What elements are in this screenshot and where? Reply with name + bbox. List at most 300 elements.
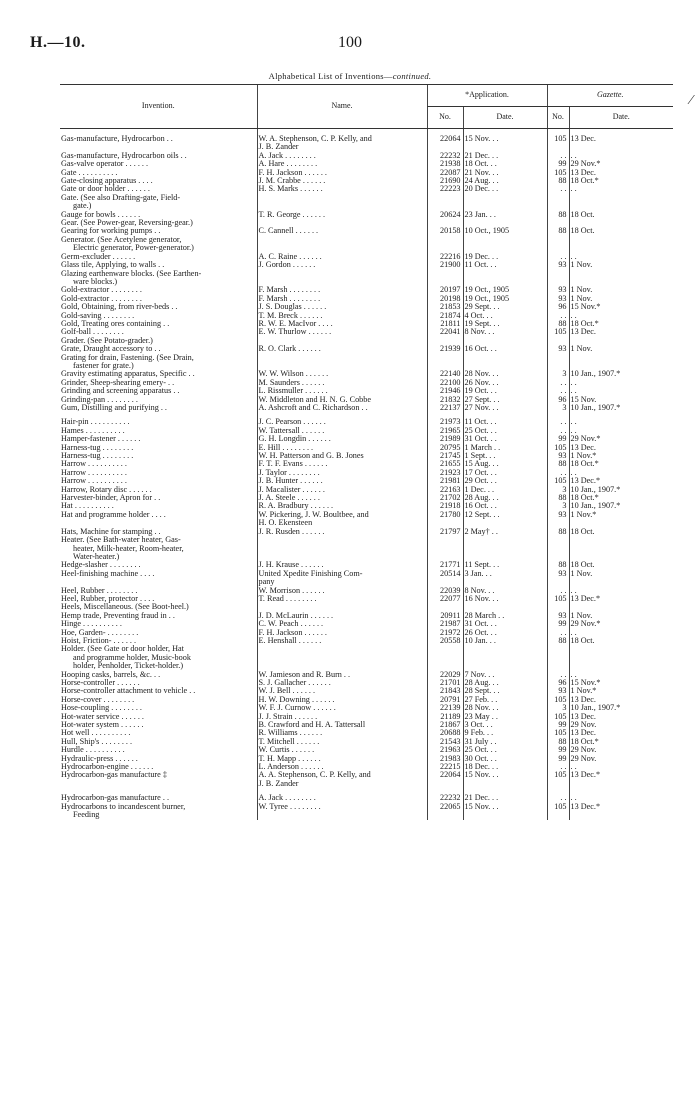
- name-cell: J. D. McLaurin . . . . . .: [257, 612, 427, 620]
- table-row: [60, 435, 673, 443]
- gazette-date-cell: 18 Oct.*: [569, 494, 673, 502]
- continuation-text: ware blocks.): [73, 277, 118, 286]
- gazette-date-cell: [569, 654, 673, 662]
- gazette-date-cell: 13 Dec.: [569, 696, 673, 704]
- gazette-no-cell: 88: [547, 494, 569, 502]
- application-date-cell: 21 Dec. . .: [463, 794, 547, 802]
- invention-cell: Hot-water system . . . . . .: [61, 721, 144, 730]
- name-cell: T. Mitchell . . . . . .: [257, 738, 427, 746]
- gazette-date-cell: [569, 603, 673, 611]
- invention-cell: Horse-controller . . . . . .: [61, 679, 140, 687]
- application-date-cell: 11 Oct. . .: [463, 261, 547, 269]
- gazette-date-cell: 13 Dec.*: [569, 477, 673, 485]
- name-cell: A. A. Stephenson, C. P. Kelly, and: [257, 771, 427, 779]
- gazette-no-cell: 96: [547, 679, 569, 687]
- name-cell: M. Saunders . . . . . .: [257, 379, 427, 387]
- gazette-date-cell: . .: [569, 253, 673, 261]
- application-no-cell: 22064: [427, 771, 463, 779]
- gazette-no-cell: 105: [547, 713, 569, 721]
- name-cell: J. J. Strain . . . . . .: [257, 713, 427, 721]
- invention-cell: Hemp trade, Preventing fraud in . .: [61, 611, 175, 620]
- gazette-date-cell: 18 Oct.*: [569, 738, 673, 746]
- application-no-cell: 21874: [427, 312, 463, 320]
- gazette-date-cell: 13 Dec.: [569, 713, 673, 721]
- table-row: [60, 803, 673, 811]
- application-no-cell: [427, 354, 463, 362]
- gazette-date-cell: [569, 236, 673, 244]
- invention-cell: Hydrocarbon-gas manufacture ‡: [61, 771, 167, 780]
- name-cell: W. F. J. Curnow . . . . . .: [257, 704, 427, 712]
- application-no-cell: 22137: [427, 404, 463, 412]
- name-cell: J. A. Steele . . . . . .: [257, 494, 427, 502]
- application-date-cell: 28 Aug. . .: [463, 494, 547, 502]
- gazette-date-cell: [569, 219, 673, 227]
- gazette-date-cell: [569, 244, 673, 252]
- application-no-cell: [427, 278, 463, 286]
- application-no-cell: 20158: [427, 227, 463, 235]
- invention-cell: Heels, Miscellaneous. (See Boot-heel.): [61, 603, 189, 612]
- application-no-cell: 21981: [427, 477, 463, 485]
- gazette-no-cell: 88: [547, 528, 569, 536]
- invention-cell: Grinder, Sheep-shearing emery- . .: [61, 378, 175, 387]
- invention-cell: Gas-valve operator . . . . . .: [61, 160, 149, 169]
- gazette-date-cell: . .: [569, 587, 673, 595]
- page-code: H.—10.: [30, 34, 86, 51]
- name-cell: W. Pickering, J. W. Boultbee, and: [257, 511, 427, 519]
- gazette-no-cell: 99: [547, 620, 569, 628]
- table-row: [60, 345, 673, 353]
- application-date-cell: 17 Oct. . .: [463, 469, 547, 477]
- table-row: [60, 320, 673, 328]
- invention-cell: Horse-controller attachment to vehicle . .: [61, 687, 196, 696]
- table-row: [60, 746, 673, 754]
- gazette-date-cell: 13 Dec.: [569, 328, 673, 336]
- table-row: [60, 328, 673, 336]
- name-cell: F. Marsh . . . . . . . .: [257, 295, 427, 303]
- gazette-date-cell: . .: [569, 629, 673, 637]
- name-cell: G. H. Longdin . . . . . .: [257, 435, 427, 443]
- application-no-cell: 20795: [427, 444, 463, 452]
- gazette-no-cell: . .: [547, 794, 569, 802]
- invention-cell: Hurdle . . . . . . . . . .: [61, 746, 125, 755]
- gazette-no-cell: 93: [547, 687, 569, 695]
- name-cell: T. R. George . . . . . .: [257, 211, 427, 219]
- continuation-text: fastener for grate.): [73, 361, 134, 370]
- invention-cell: [60, 654, 257, 662]
- table-row: [60, 729, 673, 737]
- name-cell: E. Henshall . . . . . .: [257, 637, 427, 645]
- table-body: [60, 129, 673, 820]
- gazette-no-cell: 99: [547, 160, 569, 168]
- gazette-no-cell: . .: [547, 152, 569, 160]
- gazette-no-cell: 3: [547, 404, 569, 412]
- application-no-cell: [427, 194, 463, 202]
- invention-cell: [60, 578, 257, 586]
- gazette-no-cell: [547, 219, 569, 227]
- list-subtitle-continued: continued.: [392, 71, 432, 81]
- name-cell: S. J. Gallacher . . . . . .: [257, 679, 427, 687]
- name-cell: J. Gordon . . . . . .: [257, 261, 427, 269]
- invention-cell: Gate or door holder . . . . . .: [61, 185, 150, 194]
- gazette-date-cell: [569, 354, 673, 362]
- application-date-cell: 30 Oct. . .: [463, 755, 547, 763]
- table-row: [60, 387, 673, 395]
- invention-cell: Harness-tug . . . . . . . .: [61, 452, 134, 461]
- gazette-date-cell: . .: [569, 469, 673, 477]
- application-no-cell: [427, 645, 463, 653]
- invention-cell: Grinding and screening apparatus . .: [61, 387, 180, 396]
- gazette-no-cell: 99: [547, 721, 569, 729]
- gazette-date-cell: [569, 553, 673, 561]
- gazette-no-cell: . .: [547, 387, 569, 395]
- gazette-date-cell: 10 Jan., 1907.*: [569, 370, 673, 378]
- header-gazette: Gazette.: [547, 85, 673, 107]
- invention-cell: Holder. (See Gate or door holder, Hat: [61, 645, 184, 654]
- gazette-date-cell: 18 Oct.: [569, 211, 673, 219]
- invention-cell: Hydrocarbons to incandescent burner,: [61, 802, 186, 811]
- gazette-no-cell: [547, 578, 569, 586]
- table-row: [60, 362, 673, 370]
- header-invention: Invention.: [60, 85, 257, 129]
- name-cell: H. W. Downing . . . . . .: [257, 696, 427, 704]
- table-row: [60, 721, 673, 729]
- application-date-cell: 1 March . .: [463, 444, 547, 452]
- application-date-cell: [463, 811, 547, 819]
- gazette-no-cell: 105: [547, 803, 569, 811]
- margin-mark: ⁄: [690, 93, 693, 108]
- application-date-cell: [463, 219, 547, 227]
- application-no-cell: 22140: [427, 370, 463, 378]
- application-date-cell: [463, 545, 547, 553]
- name-cell: [257, 278, 427, 286]
- application-date-cell: 15 Aug. . .: [463, 460, 547, 468]
- application-no-cell: 21900: [427, 261, 463, 269]
- application-no-cell: 21853: [427, 303, 463, 311]
- application-no-cell: [427, 811, 463, 819]
- gazette-no-cell: [547, 143, 569, 151]
- name-cell: J. B. Zander: [257, 780, 427, 788]
- table-row: [60, 671, 673, 679]
- table-row: [60, 704, 673, 712]
- invention-cell: Glazing earthenware blocks. (See Earthen-: [61, 269, 202, 278]
- gazette-date-cell: [569, 278, 673, 286]
- application-date-cell: 27 Sept. . .: [463, 396, 547, 404]
- gazette-date-cell: 1 Nov.*: [569, 511, 673, 519]
- application-no-cell: 21946: [427, 387, 463, 395]
- name-cell: L. Rissmuller . . . . . .: [257, 387, 427, 395]
- name-cell: A. Jack . . . . . . . .: [257, 152, 427, 160]
- application-no-cell: 21965: [427, 427, 463, 435]
- application-date-cell: [463, 536, 547, 544]
- application-no-cell: 21701: [427, 679, 463, 687]
- name-cell: [257, 545, 427, 553]
- invention-cell: [60, 662, 257, 670]
- table-row: [60, 502, 673, 510]
- gazette-date-cell: 1 Nov.: [569, 612, 673, 620]
- invention-cell: Grader. (See Potato-grader.): [61, 336, 153, 345]
- application-no-cell: [427, 578, 463, 586]
- name-cell: W. J. Bell . . . . . .: [257, 687, 427, 695]
- application-no-cell: [427, 270, 463, 278]
- application-date-cell: 23 May . .: [463, 713, 547, 721]
- application-date-cell: 19 Oct., 1905: [463, 286, 547, 294]
- invention-cell: Glass tile, Applying, to walls . .: [61, 261, 165, 270]
- gazette-date-cell: . .: [569, 379, 673, 387]
- name-cell: W. W. Wilson . . . . . .: [257, 370, 427, 378]
- gazette-date-cell: 15 Nov.*: [569, 303, 673, 311]
- gazette-no-cell: 93: [547, 511, 569, 519]
- gazette-date-cell: 13 Dec.: [569, 729, 673, 737]
- application-no-cell: [427, 519, 463, 527]
- gazette-no-cell: . .: [547, 427, 569, 435]
- application-date-cell: 1 Dec. . .: [463, 486, 547, 494]
- application-date-cell: [463, 194, 547, 202]
- table-row: [60, 286, 673, 294]
- application-no-cell: [427, 244, 463, 252]
- invention-cell: Germ-excluder . . . . . .: [61, 252, 136, 261]
- gazette-no-cell: [547, 278, 569, 286]
- application-date-cell: [463, 654, 547, 662]
- gazette-no-cell: . .: [547, 587, 569, 595]
- table-row: [60, 143, 673, 151]
- name-cell: T. Read . . . . . . . .: [257, 595, 427, 603]
- gazette-date-cell: [569, 545, 673, 553]
- application-no-cell: 22100: [427, 379, 463, 387]
- header-gazette-date: Date.: [569, 107, 673, 129]
- application-date-cell: 2 May† . .: [463, 528, 547, 536]
- table-row: [60, 578, 673, 586]
- table-row: [60, 553, 673, 561]
- name-cell: [257, 194, 427, 202]
- gazette-date-cell: [569, 362, 673, 370]
- gazette-date-cell: 13 Dec.: [569, 169, 673, 177]
- application-no-cell: [427, 362, 463, 370]
- invention-cell: Hose-coupling . . . . . . . .: [61, 704, 142, 713]
- application-no-cell: 20911: [427, 612, 463, 620]
- invention-cell: Gold, Obtaining, from river-beds . .: [61, 303, 178, 312]
- application-date-cell: [463, 553, 547, 561]
- gazette-no-cell: 88: [547, 637, 569, 645]
- table-row: [60, 418, 673, 426]
- invention-cell: [60, 519, 257, 527]
- table-row: [60, 202, 673, 210]
- table-row: [60, 160, 673, 168]
- continuation-text: and programme holder, Music-book: [73, 653, 191, 662]
- gazette-no-cell: [547, 194, 569, 202]
- name-cell: [257, 362, 427, 370]
- name-cell: W. Middleton and H. N. G. Cobbe: [257, 396, 427, 404]
- gazette-no-cell: 93: [547, 345, 569, 353]
- name-cell: [257, 553, 427, 561]
- application-no-cell: [427, 662, 463, 670]
- application-no-cell: 22216: [427, 253, 463, 261]
- gazette-no-cell: [547, 362, 569, 370]
- invention-cell: Golf-ball . . . . . . . .: [61, 328, 124, 337]
- invention-cell: Hoe, Garden- . . . . . . . .: [61, 628, 139, 637]
- table-row: [60, 528, 673, 536]
- application-date-cell: 29 Sept. . .: [463, 303, 547, 311]
- invention-cell: [60, 780, 257, 788]
- application-no-cell: [427, 236, 463, 244]
- application-no-cell: 20791: [427, 696, 463, 704]
- gazette-date-cell: 29 Nov.*: [569, 160, 673, 168]
- table-row: [60, 219, 673, 227]
- name-cell: [257, 654, 427, 662]
- application-date-cell: 25 Oct. . .: [463, 746, 547, 754]
- application-no-cell: 20558: [427, 637, 463, 645]
- gazette-date-cell: 18 Oct.*: [569, 320, 673, 328]
- gazette-date-cell: 1 Nov.: [569, 261, 673, 269]
- application-no-cell: 21702: [427, 494, 463, 502]
- application-date-cell: 20 Dec. . .: [463, 185, 547, 193]
- application-date-cell: 19 Oct., 1905: [463, 295, 547, 303]
- application-no-cell: 22087: [427, 169, 463, 177]
- gazette-no-cell: [547, 244, 569, 252]
- invention-cell: Hoist, Friction- . . . . . .: [61, 636, 137, 645]
- name-cell: T. M. Breck . . . . . .: [257, 312, 427, 320]
- name-cell: [257, 219, 427, 227]
- gazette-no-cell: 3: [547, 502, 569, 510]
- invention-cell: Heel, Rubber . . . . . . . .: [61, 586, 138, 595]
- gazette-date-cell: 18 Oct.: [569, 227, 673, 235]
- application-date-cell: [463, 362, 547, 370]
- invention-cell: Hooping casks, barrels, &c. . .: [61, 670, 161, 679]
- application-no-cell: 21843: [427, 687, 463, 695]
- invention-cell: Hames . . . . . . . . . .: [61, 426, 125, 435]
- application-no-cell: 22223: [427, 185, 463, 193]
- invention-cell: Hat and programme holder . . . .: [61, 510, 166, 519]
- application-date-cell: 15 Nov. . .: [463, 135, 547, 143]
- gazette-date-cell: 13 Dec.: [569, 135, 673, 143]
- application-no-cell: 22215: [427, 763, 463, 771]
- table-row: [60, 177, 673, 185]
- name-cell: [257, 603, 427, 611]
- invention-cell: Harvester-binder, Apron for . .: [61, 494, 161, 503]
- table-row: [60, 679, 673, 687]
- table-row: [60, 452, 673, 460]
- application-date-cell: 28 Nov. . .: [463, 370, 547, 378]
- table-row: [60, 755, 673, 763]
- name-cell: F. H. Jackson . . . . . .: [257, 629, 427, 637]
- invention-cell: Gauge for bowls . . . . . .: [61, 210, 141, 219]
- gazette-no-cell: [547, 519, 569, 527]
- name-cell: W. Jamieson and R. Burn . .: [257, 671, 427, 679]
- gazette-no-cell: 105: [547, 595, 569, 603]
- name-cell: C. W. Peach . . . . . .: [257, 620, 427, 628]
- table-row: [60, 536, 673, 544]
- gazette-date-cell: 1 Nov.: [569, 345, 673, 353]
- invention-cell: [60, 545, 257, 553]
- application-date-cell: [463, 244, 547, 252]
- gazette-date-cell: . .: [569, 794, 673, 802]
- application-no-cell: 21989: [427, 435, 463, 443]
- name-cell: F. T. F. Evans . . . . . .: [257, 460, 427, 468]
- gazette-no-cell: 96: [547, 303, 569, 311]
- gazette-no-cell: . .: [547, 185, 569, 193]
- gazette-date-cell: [569, 645, 673, 653]
- application-date-cell: [463, 270, 547, 278]
- application-no-cell: 22064: [427, 135, 463, 143]
- table-row: [60, 494, 673, 502]
- application-no-cell: 21811: [427, 320, 463, 328]
- gazette-no-cell: 105: [547, 729, 569, 737]
- table-row: [60, 460, 673, 468]
- application-date-cell: 9 Feb. . .: [463, 729, 547, 737]
- application-no-cell: 21918: [427, 502, 463, 510]
- gazette-no-cell: 105: [547, 477, 569, 485]
- gazette-no-cell: . .: [547, 629, 569, 637]
- invention-cell: Gas-manufacture, Hydrocarbon . .: [61, 135, 173, 143]
- application-no-cell: 21690: [427, 177, 463, 185]
- invention-cell: [60, 278, 257, 286]
- gazette-no-cell: 88: [547, 177, 569, 185]
- name-cell: W. Tattersall . . . . . .: [257, 427, 427, 435]
- invention-cell: Gas-manufacture, Hydrocarbon oils . .: [61, 151, 187, 160]
- table-row: [60, 337, 673, 345]
- table-row: [60, 396, 673, 404]
- gazette-date-cell: 29 Nov.: [569, 746, 673, 754]
- gazette-date-cell: . .: [569, 312, 673, 320]
- application-no-cell: [427, 536, 463, 544]
- application-date-cell: 16 Nov. . .: [463, 595, 547, 603]
- gazette-no-cell: 105: [547, 135, 569, 143]
- gazette-no-cell: 3: [547, 486, 569, 494]
- invention-cell: Grating for drain, Fastening. (See Drain,: [61, 353, 194, 362]
- gazette-date-cell: 18 Oct.*: [569, 460, 673, 468]
- name-cell: R. O. Clark . . . . . .: [257, 345, 427, 353]
- name-cell: R. Williams . . . . . .: [257, 729, 427, 737]
- table-row: [60, 654, 673, 662]
- invention-cell: Grate, Draught accessory to . .: [61, 345, 161, 354]
- gazette-date-cell: 29 Nov.: [569, 755, 673, 763]
- application-no-cell: 22039: [427, 587, 463, 595]
- name-cell: H. O. Ekensteen: [257, 519, 427, 527]
- gazette-no-cell: [547, 654, 569, 662]
- gazette-date-cell: 18 Oct.: [569, 528, 673, 536]
- invention-cell: Gold, Treating ores containing . .: [61, 319, 170, 328]
- name-cell: J. B. Zander: [257, 143, 427, 151]
- application-no-cell: 21983: [427, 755, 463, 763]
- gazette-no-cell: 105: [547, 444, 569, 452]
- application-no-cell: [427, 603, 463, 611]
- gazette-no-cell: . .: [547, 253, 569, 261]
- application-date-cell: 4 Oct. . .: [463, 312, 547, 320]
- application-no-cell: 20624: [427, 211, 463, 219]
- application-no-cell: 22029: [427, 671, 463, 679]
- application-date-cell: 11 Oct. . .: [463, 418, 547, 426]
- name-cell: J. C. Pearson . . . . . .: [257, 418, 427, 426]
- application-date-cell: 28 Nov. . .: [463, 704, 547, 712]
- name-cell: J. M. Crabbe . . . . . .: [257, 177, 427, 185]
- table-row: [60, 354, 673, 362]
- table-row: [60, 545, 673, 553]
- application-date-cell: 19 Oct. . .: [463, 387, 547, 395]
- gazette-date-cell: 10 Jan., 1907.*: [569, 704, 673, 712]
- gazette-no-cell: [547, 603, 569, 611]
- application-date-cell: 19 Sept. . .: [463, 320, 547, 328]
- invention-cell: [60, 202, 257, 210]
- invention-cell: Hull, Ship's . . . . . . . .: [61, 737, 133, 746]
- invention-cell: Hedge-slasher . . . . . . . .: [61, 561, 141, 570]
- name-cell: [257, 236, 427, 244]
- application-date-cell: 15 Nov. . .: [463, 803, 547, 811]
- gazette-no-cell: 93: [547, 570, 569, 578]
- gazette-no-cell: 88: [547, 561, 569, 569]
- name-cell: C. Cannell . . . . . .: [257, 227, 427, 235]
- invention-cell: Hot well . . . . . . . . . .: [61, 729, 131, 738]
- table-row: [60, 811, 673, 819]
- table-row: [60, 519, 673, 527]
